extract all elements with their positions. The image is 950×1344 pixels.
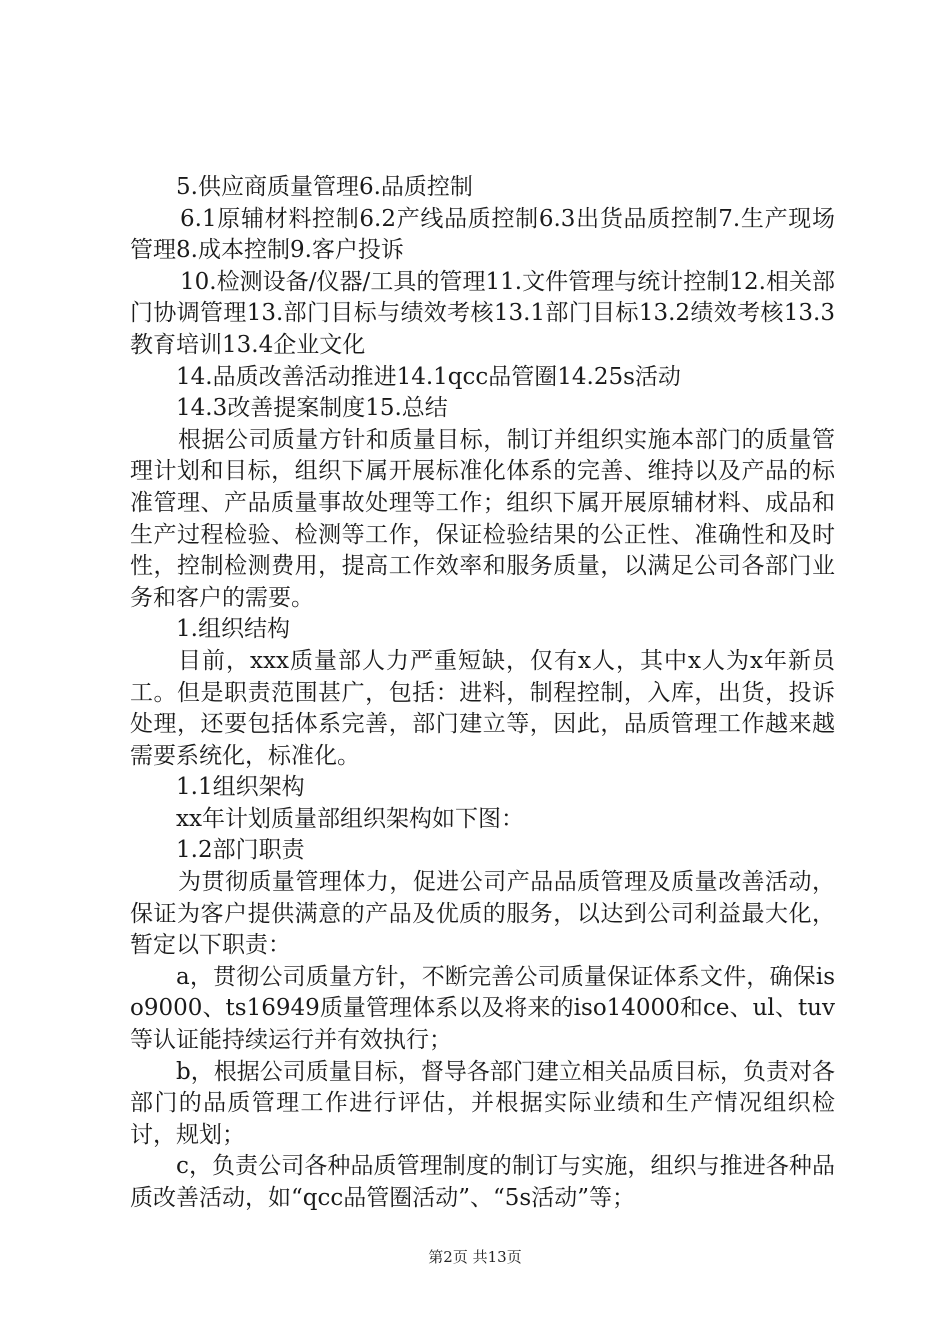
paragraph: 目前，xxx质量部人力严重短缺，仅有x人，其中x人为x年新员工。但是职责范围甚广，包括：进料，制程控制，入库，出货，投诉处理，还要包括体系完善，部门建立等，因此，品质管理工作越来越需要系统化，标准化。	[130, 647, 835, 769]
paragraph: 根据公司质量方针和质量目标，制订并组织实施本部门的质量管理计划和目标，组织下属开展标准化体系的完善、维持以及产品的标准管理、产品质量事故处理等工作；组织下属开展原辅材料、成品和生产过程检验、检测等工作，保证检验结果的公正性、准确性和及时性，控制检测费用，提高工作效率和服务质量，以满足公司各部门业务和客户的需要。	[130, 426, 835, 611]
list-item: a，贯彻公司质量方针，不断完善公司质量保证体系文件，确保iso9000、ts16949质量管理体系以及将来的iso14000和ce、ul、tuv等认证能持续运行并有效执行；	[130, 963, 835, 1054]
paragraph: 5.供应商质量管理6.品质控制	[176, 174, 473, 200]
paragraph: 6.1原辅材料控制6.2产线品质控制6.3出货品质控制7.生产现场管理8.成本控制9.客户投诉	[130, 205, 835, 264]
list-item: b，根据公司质量目标，督导各部门建立相关品质目标，负责对各部门的品质管理工作进行评估，并根据实际业绩和生产情况组织检讨，规划；	[130, 1058, 835, 1148]
paragraph: 10.检测设备/仪器/工具的管理11.文件管理与统计控制12.相关部门协调管理13.部门目标与绩效考核13.1部门目标13.2绩效考核13.3教育培训13.4企业文化	[130, 268, 835, 358]
section-heading: 1.2部门职责	[176, 837, 305, 864]
page-footer: 第2页 共13页	[428, 1248, 522, 1266]
section-heading: 1.组织结构	[176, 616, 290, 643]
document-body	[130, 172, 835, 1215]
paragraph: 14.3改善提案制度15.总结	[176, 395, 448, 422]
section-heading: 1.1组织架构	[176, 774, 305, 801]
paragraph: xx年计划质量部组织架构如下图：	[176, 805, 524, 832]
paragraph: 14.品质改善活动推进14.1qcc品管圈14.25s活动	[176, 363, 681, 390]
paragraph: 为贯彻质量管理体力，促进公司产品品质管理及质量改善活动，保证为客户提供满意的产品及优质的服务，以达到公司利益最大化，暂定以下职责：	[130, 869, 835, 959]
list-item: c，负责公司各种品质管理制度的制订与实施，组织与推进各种品质改善活动，如“qcc品管圈活动”、“5s活动”等；	[130, 1153, 835, 1211]
